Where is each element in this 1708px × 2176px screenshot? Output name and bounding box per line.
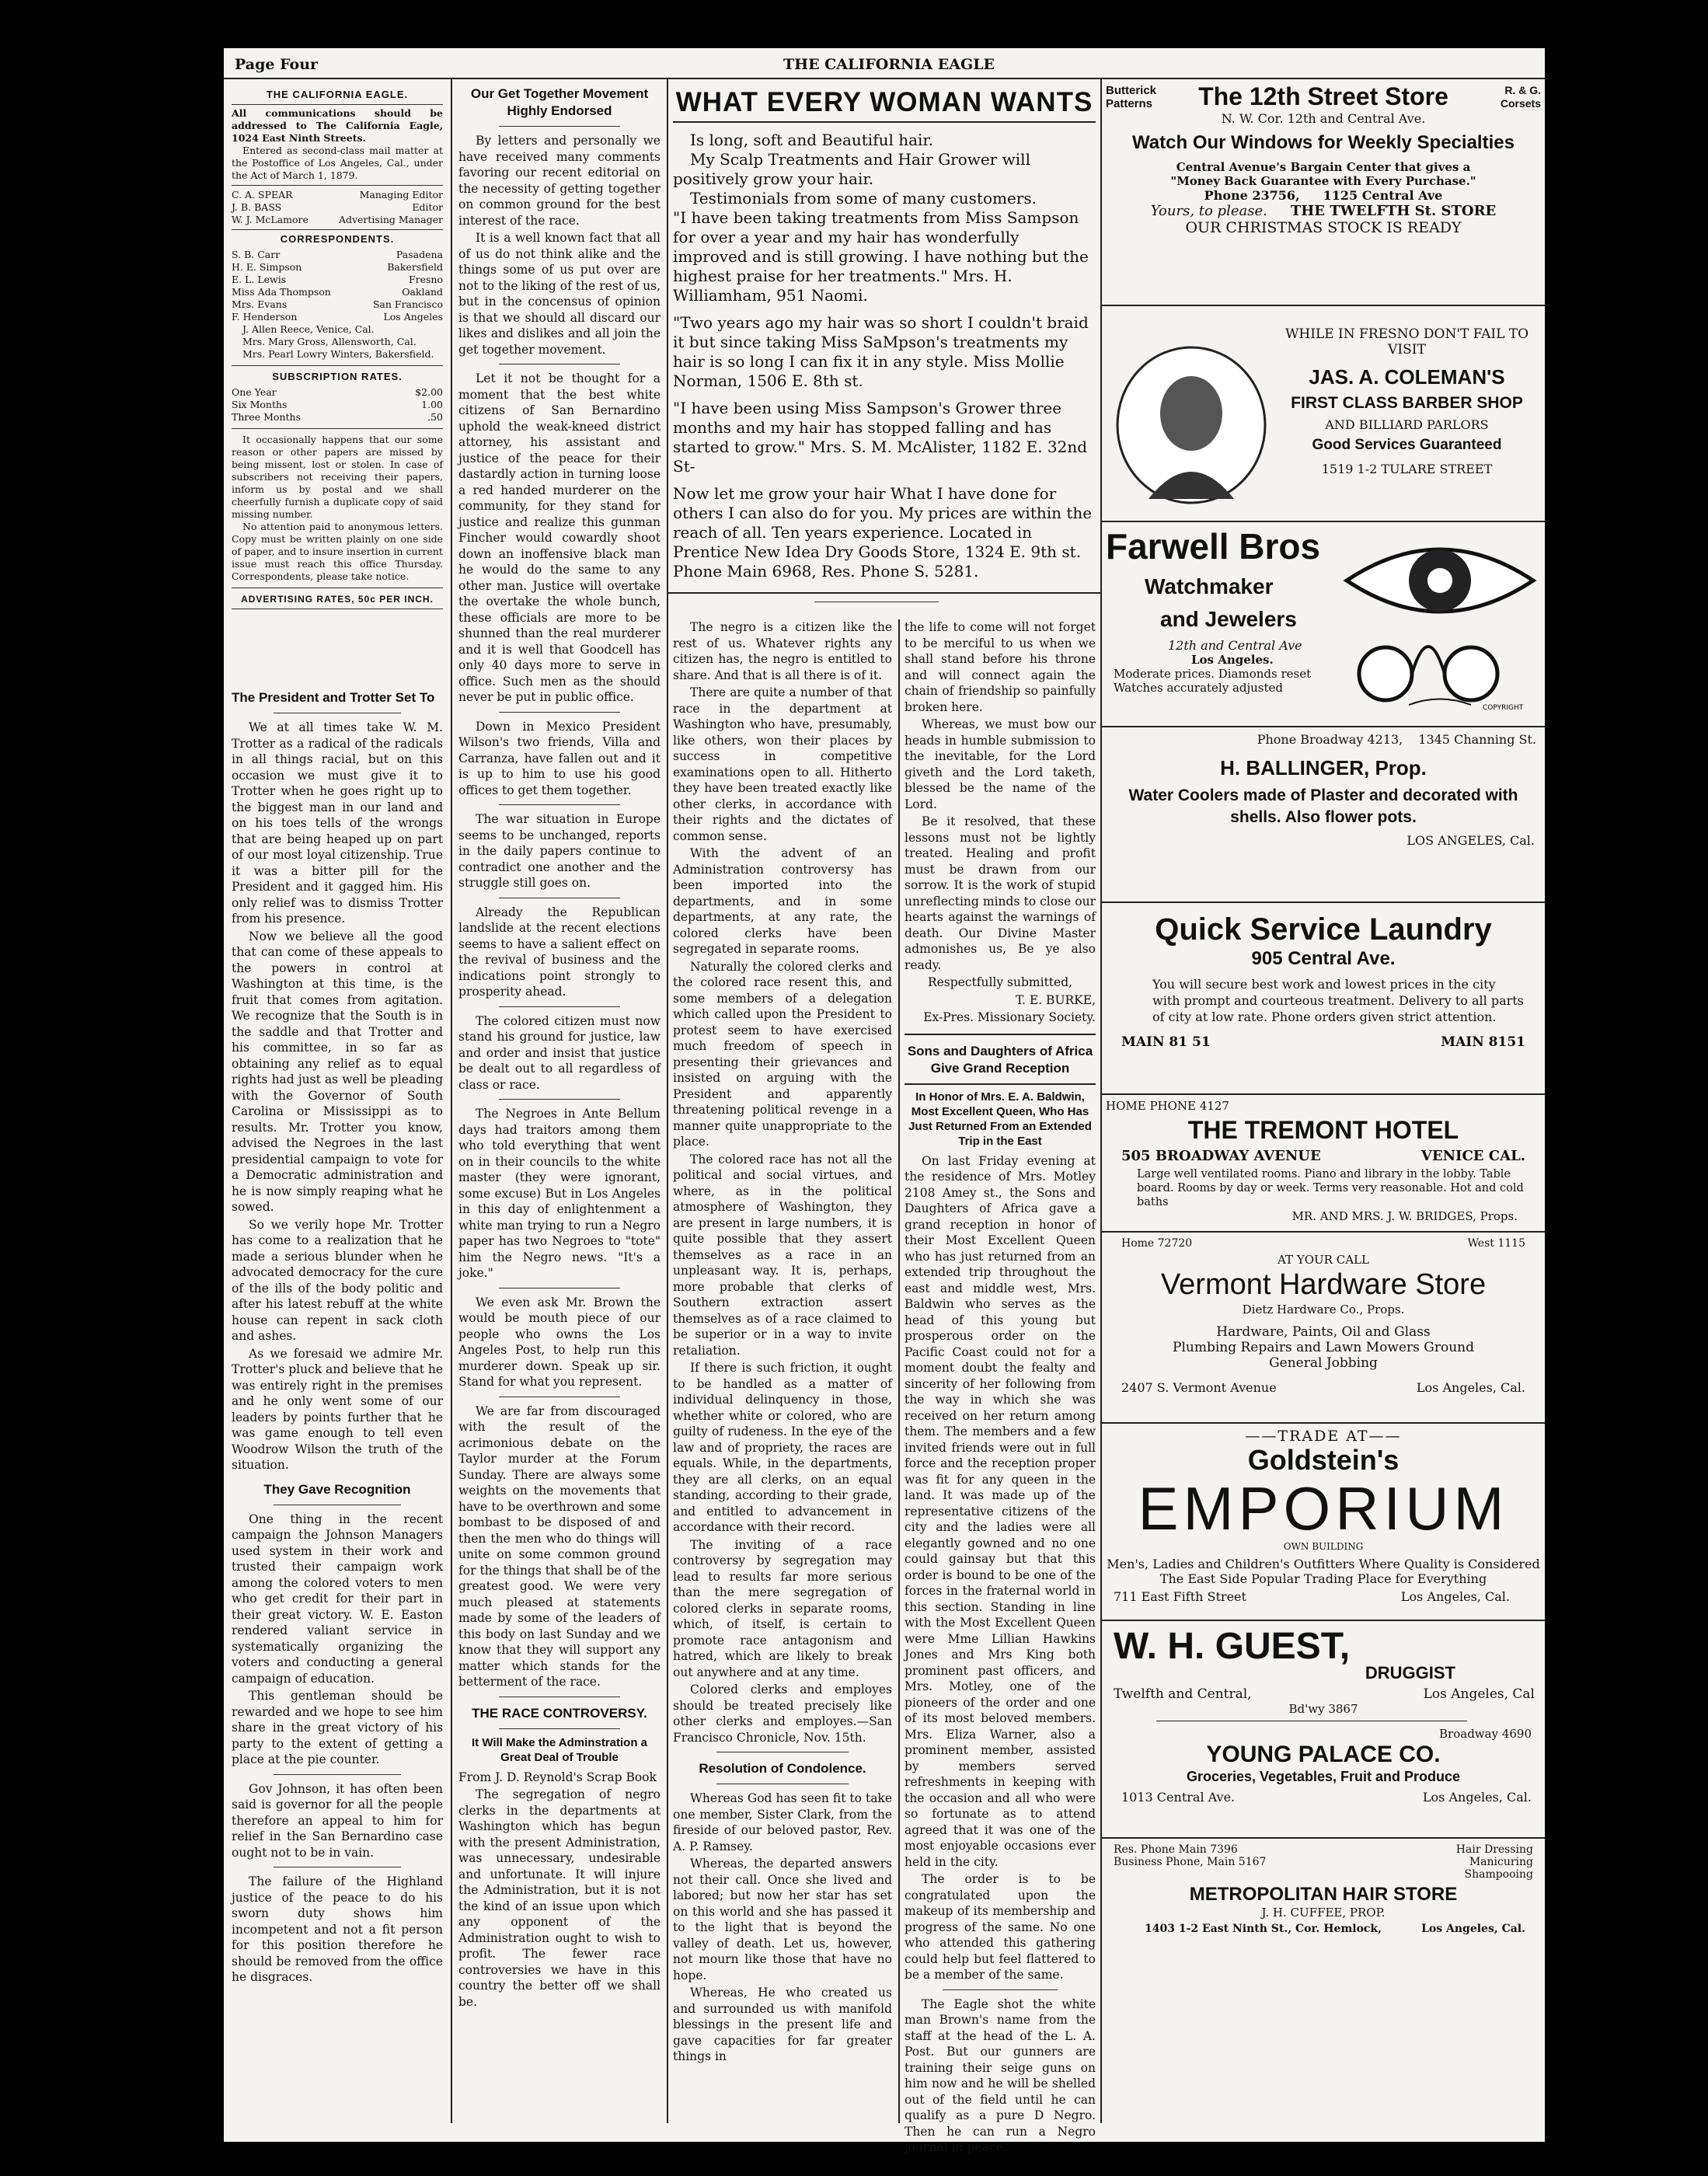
paper-title: THE CALIFORNIA EAGLE [783,56,995,73]
column-2: Our Get Together Movement Highly Endorsed By letters and personally we have received many comments favoring our recent editorial on the necessity of getting together on common ground for the best interest of the race. It is a well known fact that all of us do not think alike and the things some of us put over are not to the liking of the rest of us, but in the concensus of opinion is that we should all discard our likes and dislikes and all join the get together movement. Let it not be thought for a moment that the best white citizens of San Bernardino uphold the weak-kneed district attorney, his assistant and justice of the peace for their dastardly action in turning loose a red handed murderer on the community, for they stand for justice and realize this gunman Fincher would cowardly shoot down an inoffensive black man he would do the same to any other man. Justice will overtake the overtake the whole bunch, these officials are more to be shunned than the real murderer and it is well that Goodcell has only 40 days more to serve in office. Such men as the should never be put in public office. Down in Mexico President Wilson's two friends, Villa and Carranza, have fallen out and it is up to him to use his good offices to get them together. The war situation in Europe seems to be unchanged, reports in the daily papers continue to contradict one another and the struggle still goes on. Already the Republican landslide at the recent elections seems to have a salient effect on the revival of business and the indications point strongly to prosperity ahead. The colored citizen must now stand his ground for justice, law and order and insist that justice be dealt out to all regardless of class or race. The Negroes in Ante Bellum days had traitors among them who told everything that went on in their councils to the white master (they were ignorant, some excuse) But in Los Angeles in this day of enlightenment a white man trying to run a Negro paper has two Negroes to "tote" him the Negro news. "It's a joke." We even ask Mr. Brown the would be mouth piece of our people who owns the Los Angeles Post, to help run this murderer down. Speak up sir. Stand for what you represent. We are far from discouraged with the result of the acrimonious debate on the Taylor murder at the Forum Sunday. There are always some weights on the movements that have to be overthrown and some bombast to be disposed of and then the men who do things will unite on some common ground for the things that shall be of the greatest good. We were very much pleased at statements made by some of the leaders of this body on last Sunday and we know that they will support any matter which stands for the betterment of the race. THE RACE CONTROVERSY. It Will Make the Adminstration a Great Deal of Trouble From J. D. Reynold's Scrap Book The segregation of negro clerks in the departments at Washington which has begun with the present Administration, was unnecessary, undesirable and unfortunate. It will injure the Administration, but it is not the kind of an issue upon which any opponent of the Administration ought to wish to profit. The fewer race controversies we have in this country the better off we shall be. [458,86,661,2009]
ad-line: Testimonials from some of many customers. [690,189,1037,207]
list-item: Three Months .50 [232,411,443,423]
ad-ballinger: Phone Broadway 4213, 1345 Channing St. H. BALLINGER, Prop. Water Coolers made of Plaster and decorated with shells. Also flower pots. LOS ANGELES, Cal. [1128,732,1536,848]
masthead: THE CALIFORNIA EAGLE. All communications should be addressed to The California Eagle, 1024 East Ninth Streets. Entered as second-class mail matter at the Postoffice of Los Angeles, Cal., under the Act of March 1, 1879. C. A. SPEAR Managing Editor J. B. BASS Editor W. J. McLamore Advertising Manager CORRESPONDENTS. S. B. Carr Pasadena H. E. Simpson Bakersfield E. L. Lewis Fresno Miss Ada Thompson Oakland Mrs. Evans San Francisco F. Henderson Los Angeles J. Allen Reece, Venice, Cal. Mrs. Mary Gross, Allensworth, Cal. Mrs. Pearl Lowry Winters, Bakersfield. SUBSCRIPTION RATES. One Year $2.00 Six Months 1.00 Three Months .50 It occasionally happens that our some reason or other papers are missed by being missent, lost or stolen. In case of subscribers not receiving their papers, inform us by postal and we shall cheerfully furnish a duplicate copy of said missing number. No attention paid to anonymous letters. Copy must be written plainly on one side of paper, and to insure insertion in current issue must reach this office Thursday. Correspondents, please take notice. ADVERTISING RATES, 50c PER INCH. [232,87,443,612]
ad-goldsteins-emporium: ——TRADE AT—— Goldstein's EMPORIUM OWN BUILDING Men's, Ladies and Children's Outfitters Where Quality is Considered The East Side Popular Trading Place for Everything 711 East Fifth Street Los Angeles, Cal. [1107,1428,1540,1604]
headline-trotter: The President and Trotter Set To [232,690,435,705]
ad-line: My Scalp Treatments and Hair Grower will positively grow your hair. [673,150,1030,188]
copyright-mark: COPYRIGHT [1483,704,1524,712]
headline-sons-daughters: Sons and Daughters of Africa Give Grand Reception [907,1043,1093,1076]
ad-wh-guest-druggist: W. H. GUEST, DRUGGIST Twelfth and Central, Los Angeles, Cal Bd'wy 3867 [1114,1626,1535,1716]
headline-recognition: They Gave Recognition [263,1481,411,1497]
column-1: The President and Trotter Set To We at all times take W. M. Trotter as a radical of the radicals in all things racial, but on this occasion we must give it to Trotter when he goes right up to the biggest man in our land and on his toes tells of the wrongs that are being heaped up on part of our most loyal citizenship. True it was a bitter pill for the President and it gagged him. His only relief was to dismiss Trotter from his presence. Now we believe all the good that can come of these appeals to the powers in control at Washington at this time, is the fruit that comes from agitation. We recognize that the South is in the saddle and that Trotter and his committee, in so far as obtaining any relief as to equal rights had just as well be pleading with the Governor of South Carolina or Mississippi as to results. Mr. Trotter you know, advised the Negroes in the last presidential campaign to vote for a Democratic administration and he is now simply reaping what he sowed. So we verily hope Mr. Trotter has come to a realization that he made a serious blunder when he advocated democracy for the cure of the ills of the body politic and after his latest rebuff at the white house can repent in sack cloth and ashes. As we foresaid we admire Mr. Trotter's pluck and believe that he was entirely right in the premises and he only went some of our leaders by points further that he was game enough to tell even Woodrow Wilson the truth of the situation. They Gave Recognition One thing in the recent campaign the Johnson Managers used system in their work and trusted their campaign work among the colored voters to men who get credit for their part in their great victory. W. E. Easton rendered valiant service in systematically organizing the voters and conducting a general campaign of education. This gentleman should be rewarded and we hope to see him share in the great victory of his party to the extent of getting a place at the pie counter. Gov Johnson, it has often been said is governor for all the people therefore an appeal to him for relief in the San Bernardino case ought not to be in vain. The failure of the Highland justice of the peace to do his sworn duty shows him incompetent and not a fit person for this position therefore he should be removed from the office he disgraces. [232,690,443,1984]
ad-every-woman: WHAT EVERY WOMAN WANTS Is long, soft and Beautiful hair. My Scalp Treatments and Hair Grower will positively grow your hair. Testimonials from some of many customers. "I have been taking treatments from Miss Sampson for over a year and my hair has wonderfully improved and is still growing. I have nothing but the highest praise for her treatments." Mrs. H. Williamham, 951 Naomi. "Two years ago my hair was so short I couldn't braid it but since taking Miss SaMpson's treatments my hair is so long I can fix it in any style. Miss Mollie Norman, 1506 E. 8th st. "I have been using Miss Sampson's Grower three months and my hair has stopped falling and has started to grow." Mrs. S. M. McAlister, 1182 E. 32nd St- Now let me grow your hair What I have done for others I can also do for you. My prices are within the reach of all. Ten years experience. Located in Prentice New Idea Dry Goods Store, 1324 E. 9th st. Phone Main 6968, Res. Phone S. 5281. [673,82,1096,588]
headline-race-controversy: THE RACE CONTROVERSY. [472,1705,647,1721]
ad-metropolitan-hair-store: Res. Phone Main 7396 Business Phone, Main 5167 Hair Dressing Manicuring Shampooing METROPOLITAN HAIR STORE J. H. CUFFEE, PROP. 1403 1-2 East Ninth St., Cor. Hemlock, Los Angeles, Cal. [1114,1843,1533,1935]
newspaper-page [224,48,1545,2154]
list-item: W. J. McLamore Advertising Manager [232,214,443,225]
list-item: E. L. Lewis Fresno [232,274,443,285]
subscription-rates [232,386,443,424]
ad-quick-service-laundry: Quick Service Laundry 905 Central Ave. You will secure best work and lowest prices in the city with prompt and courteous treatment. Delivery to all parts of city at low rate. Phone orders given strict attention. MAIN 81 51 MAIN 8151 [1121,912,1525,1050]
list-item: Mrs. Mary Gross, Allensworth, Cal. [242,336,417,347]
list-item: Mrs. Evans San Francisco [232,298,443,310]
list-item: F. Henderson Los Angeles [232,311,443,323]
correspondents-list [232,249,443,323]
ad-coleman-barber: WHILE IN FRESNO DON'T FAIL TO VISIT JAS. A. COLEMAN'S FIRST CLASS BARBER SHOP AND BILLIARD PARLORS Good Services Guaranteed 1519 1-2 TULARE STREET [1106,312,1541,518]
headline-get-together: Our Get Together Movement Highly Endorsed [470,86,649,118]
page-number: Page Four [235,56,319,73]
header-rule [224,78,1545,79]
ad-vermont-hardware: Home 72720 West 1115 AT YOUR CALL Vermont Hardware Store Dietz Hardware Co., Props. Hardware, Paints, Oil and Glass Plumbing Repairs and Lawn Mowers Ground General Jobbing 2407 S. Vermont Avenue Los Angeles, Cal. [1121,1237,1525,1395]
list-item: H. E. Simpson Bakersfield [232,261,443,273]
ad-farwell-bros: Farwell Bros Watchmaker and Jewelers 12th and Central Ave Los Angeles. Moderate prices. Diamonds reset Watches accurately adjusted COPYRIGHT [1106,526,1541,720]
list-item: J. B. BASS Editor [232,201,443,213]
ad-12th-street-store: Butterick Patterns The 12th Street Store R. & G. Corsets N. W. Cor. 12th and Central Ave. Watch Our Windows for Weekly Specialties Central Avenue's Bargain Center that gives a "Money Back Guarantee with Every Purchase." Phone 23756, 1125 Central Ave Yours, to please. THE TWELFTH St. STORE OUR CHRISTMAS STOCK IS READY [1106,82,1541,236]
column-3: The negro is a citizen like the rest of us. Whatever rights any citizen has, the negro is entitled to share. And that is all there is of it. There are quite a number of that race in the department at Washington who have, presumably, like others, won their places by success in competitive examinations open to all. Hitherto they have been treated exactly like other clerks, in accordance with their rights and the dictates of common sense. With the advent of an Administration controversy has been imported into the departments, and in some departments, at any rate, the colored clerks have been segregated in separate rooms. Naturally the colored clerks and the colored race resent this, and some members of a delegation which called upon the President to protest seem to have exercised much freedom of speech in presenting their grievances and insisted on arguing with the President and apparently threatening political revenge in a manner quite unappropriate to the place. The colored race has not all the political and social virtues, and where, as in the political atmosphere of Washington, they are present in large numbers, it is quite possible that they assert themselves as a race in an unpleasant way. It is, perhaps, more probable that clerks of Southern extraction assert themselves as of a race claimed to be superior or in a way to invite retaliation. If there is such friction, it ought to be handled as a matter of individual delinquency in those, whether white or colored, who are guilty of rudeness. In the eye of the law and of propriety, the races are equals. While, in the departments, they are all clerks, on an equal standing, according to their grade, and entitled to advancement in accordance with their record. The inviting of a race controversy by segregation may lead to results far more serious than the mere segregation of colored clerks in separate rooms, which, of itself, is certain to promote race antagonism and hatred, which are likely to break out anywhere and at any time. Colored clerks and employes should be treated precisely like other clerks and employes.—San Francisco Chronicle, Nov. 15th. Resolution of Condolence. Whereas God has seen fit to take one member, Sister Clark, from the fireside of our beloved pastor, Rev. A. P. Ramsey. Whereas, the departed answers not their call. Once she lived and labored; but now her star has set on this world and she has passed it to the light that is beyond the valley of death. Let us, however, not mourn like those that have no hope. Whereas, He who created us and surrounded us with manifold blessings in the present life and gave capacities for far greater things in [673,620,892,2063]
list-item: Mrs. Pearl Lowry Winters, Bakersfield. [242,348,434,360]
eye-glasses-icon [1339,526,1537,713]
list-item: Six Months 1.00 [232,399,443,410]
list-item: C. A. SPEAR Managing Editor [232,189,443,201]
list-item: J. Allen Reece, Venice, Cal. [242,323,375,335]
list-item: S. B. Carr Pasadena [232,249,443,260]
list-item: Miss Ada Thompson Oakland [232,286,443,298]
ad-line: Is long, soft and Beautiful hair. [690,131,934,149]
ad-young-palace: Broadway 4690 YOUNG PALACE CO. Groceries, Vegetables, Fruit and Produce 1013 Central Ave. Los Angeles, Cal. [1121,1727,1532,1805]
list-item: One Year $2.00 [232,386,443,398]
staff-list [232,189,443,226]
ad-tremont-hotel: HOME PHONE 4127 THE TREMONT HOTEL 505 BROADWAY AVENUE VENICE CAL. Large well ventilated rooms. Piano and library in the lobby. Table board. Rooms by day or week. Terms very reasonable. Hot and cold baths MR. AND MRS. J. W. BRIDGES, Props. [1106,1099,1525,1223]
portrait-image [1114,343,1269,507]
headline-condolence: Resolution of Condolence. [699,1761,866,1776]
column-4: the life to come will not forget to be merciful to us when we shall stand before his throne and will connect again the chain of friendship so painfully broken here. Whereas, we must bow our heads in humble submission to the inevitable, for the Lord giveth and the Lord taketh, blessed be the name of the Lord. Be it resolved, that these lessons must not be lightly treated. Healing and profit must be drawn from our sorrow. It is the work of stupid unreflecting minds to close our hearts against the warnings of death. Our Divine Master admonishes us, Be ye also ready. Respectfully submitted, T. E. BURKE, Ex-Pres. Missionary Society. Sons and Daughters of Africa Give Grand Reception In Honor of Mrs. E. A. Baldwin, Most Excellent Queen, Who Has Just Returned From an Extended Trip in the East On last Friday evening at the residence of Mrs. Motley 2108 Amey st., the Sons and Daughters of Africa gave a grand reception in honor of their Most Excellent Queen who has just returned from an extended trip throughout the east and middle west, Mrs. Baldwin who serves as the head of this young but prosperous order on the Pacific Coast could not for a moment doubt the fealty and sincerity of her following from the way in which she was received on her return among them. The members and a few invited friends were out in full force and the reception proper was fit for any queen in the land. It was made up of the representative citizens of the city and the ladies were all elegantly gowned and no one could gainsay but that this order is bound to be one of the forces in the fraternal world in this section. Standing in line with the Most Excellent Queen were Mme Lillian Hawkins Jones and Mrs King both prominent past officers, and Mrs. Motley, one of the pioneers of the order and one of its most beloved members. Mrs. Eliza Warner, also a prominent member, assisted by members served refreshments in keeping with the occasion and all who were so fortunate as to attend agreed that it was one of the most enjoyable occasions ever held in the city. The order is to be congratulated upon the makeup of its membership and progress of the same. No one who attended this gathering could help but feel flattered to be a member of the same. The Eagle shot the white man Brown's name from the staff at the head of the L. A. Post. But our gunners are training their seige guns on him now and he will be shelled out of the field until he can qualify as a pure D Negro. Then he can run a Negro journal in peace. [905,620,1096,2154]
